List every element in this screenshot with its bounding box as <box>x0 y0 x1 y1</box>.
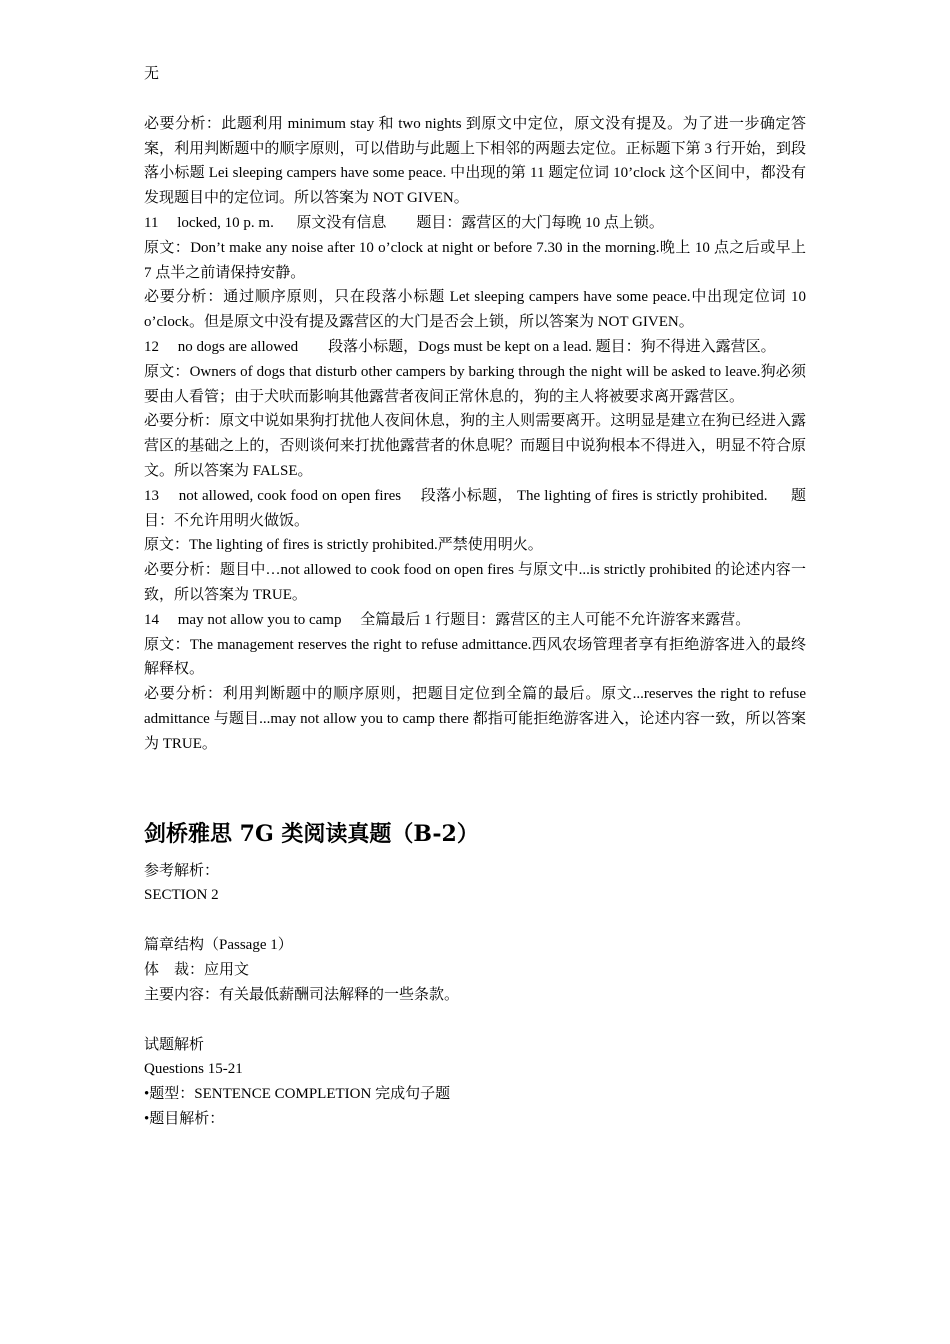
original-12: 原文：Owners of dogs that disturb other campers by barking through the night will be asked to leave.狗必须要由人看管；由于犬吠而影响其他露营者夜间正常休息的，狗的主人将被要求离开露营区。 <box>144 363 806 405</box>
analysis-10: 必要分析：此题利用 minimum stay 和 two nights 到原文中定位，原文没有提及。为了进一步确定答案，利用判断题中的顺字原则，可以借助与此题上下相邻的两题去定位。正标题下第 3 行开始，到段落小标题 Lei sleeping campers have some peace. 中出现的第 11 题定位词 10’clock 这个区间中，都没有发现题目中的定位词。所以答案为 NOT GIVEN。 <box>144 115 806 207</box>
spacer <box>144 908 806 933</box>
genre-line: 体 裁：应用文 <box>144 961 250 978</box>
question-11-line: 11 locked, 10 p. m. 原文没有信息 题目：露营区的大门每晚 10 点上锁。 <box>144 214 664 231</box>
reference-label: 参考解析： <box>144 862 220 879</box>
original-14: 原文：The management reserves the right to refuse admittance.西风农场管理者享有拒绝游客进入的最终解释权。 <box>144 636 806 678</box>
question-13-line: 13 not allowed, cook food on open fires 段落小标题， The lighting of fires is strictly prohibited. 题目：不允许用明火做饭。 <box>144 487 806 529</box>
question-12-line: 12 no dogs are allowed 段落小标题，Dogs must be kept on a lead. 题目：狗不得进入露营区。 <box>144 338 776 355</box>
document-page <box>144 62 806 1132</box>
questions-range: Questions 15-21 <box>144 1061 243 1078</box>
question-type-bullet: •题型：SENTENCE COMPLETION 完成句子题 <box>144 1086 451 1103</box>
analysis-14: 必要分析：利用判断题中的顺序原则，把题目定位到全篇的最后。原文...reserves the right to refuse admittance 与题目...may not allow you to camp there 都指可能拒绝游客进入，论述内容一致，所以答案为 TRUE。 <box>144 686 806 752</box>
main-content-line: 主要内容：有关最低薪酬司法解释的一些条款。 <box>144 986 460 1003</box>
analysis-13: 必要分析：题目中…not allowed to cook food on open fires 与原文中...is strictly prohibited 的论述内容一致，所以答案为 TRUE。 <box>144 562 806 603</box>
original-11: 原文：Don’t make any noise after 10 o’clock at night or before 7.30 in the morning.晚上 10 点之后或早上 7 点半之前请保持安静。 <box>144 239 806 281</box>
spacer <box>144 87 806 112</box>
analysis-12: 必要分析：原文中说如果狗打扰他人夜间休息，狗的主人则需要离开。这明显是建立在狗已经进入露营区的基础之上的，否则谈何来打扰他露营者的休息呢？而题目中说狗根本不得进入，明显不符合原文。所以答案为 FALSE。 <box>144 413 806 479</box>
analysis-11: 必要分析：通过顺序原则，只在段落小标题 Let sleeping campers have some peace.中出现定位词 10 o’clock。但是原文中没有提及露营区的大门是否会上锁，所以答案为 NOT GIVEN。 <box>144 289 806 331</box>
top-line: 无 <box>144 66 160 82</box>
spacer <box>144 1008 806 1033</box>
analysis-heading: 试题解析 <box>144 1036 205 1053</box>
original-13: 原文：The lighting of fires is strictly prohibited.严禁使用明火。 <box>144 537 543 554</box>
section-label: SECTION 2 <box>144 887 219 904</box>
spacer <box>144 757 806 819</box>
passage-structure: 篇章结构（Passage 1） <box>144 937 293 954</box>
section-title: 剑桥雅思 7G 类阅读真题（B-2） <box>144 820 479 847</box>
question-analysis-bullet: •题目解析： <box>144 1110 225 1127</box>
question-14-line: 14 may not allow you to camp 全篇最后 1 行题目：露营区的主人可能不允许游客来露营。 <box>144 611 751 628</box>
